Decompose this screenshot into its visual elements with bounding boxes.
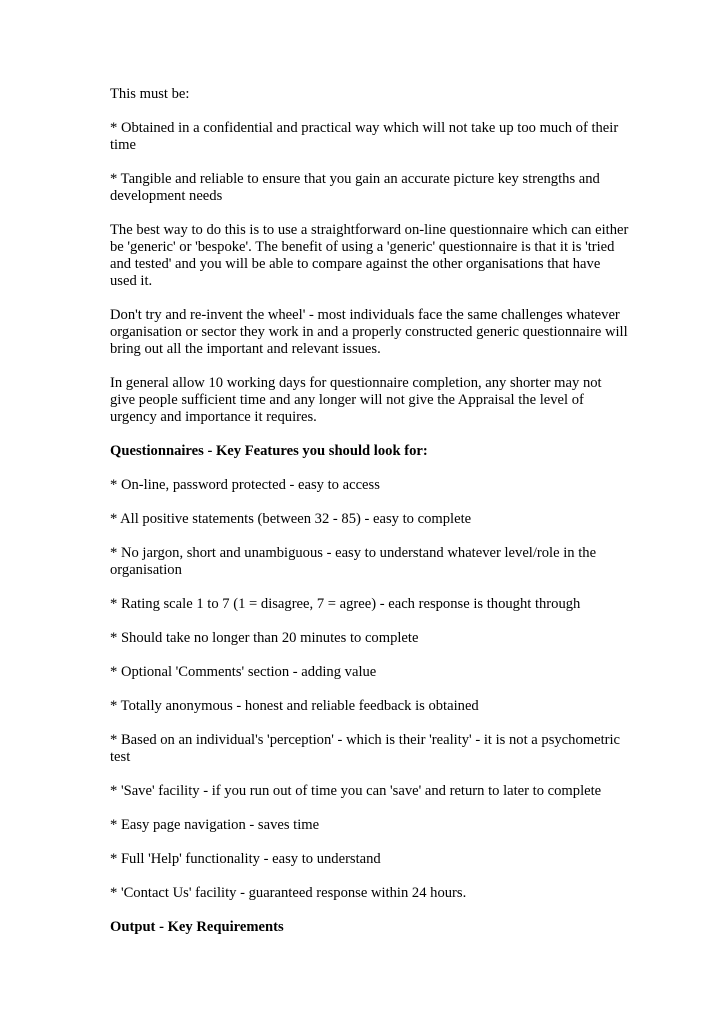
body-paragraph: * Based on an individual's 'perception' - which is their 'reality' - it is not a psychometric test [110, 732, 621, 765]
body-paragraph: * Full 'Help' functionality - easy to understand [110, 851, 381, 867]
body-paragraph: * 'Save' facility - if you run out of time you can 'save' and return to later to complete [110, 783, 602, 799]
body-paragraph: This must be: [110, 86, 190, 102]
body-paragraph: * Optional 'Comments' section - adding value [110, 664, 377, 680]
document-page [110, 86, 630, 953]
body-paragraph: * Should take no longer than 20 minutes to complete [110, 630, 419, 646]
section-heading: Output - Key Requirements [110, 919, 284, 935]
body-paragraph: * On-line, password protected - easy to access [110, 477, 380, 493]
body-paragraph: * Easy page navigation - saves time [110, 817, 320, 833]
body-paragraph: The best way to do this is to use a straightforward on-line questionnaire which can either be 'generic' or 'bespoke'. The benefit of using a 'generic' questionnaire is that it is 'tried and tested' and you will be able to compare against the other organisations that have used it. [110, 222, 629, 289]
body-paragraph: * Rating scale 1 to 7 (1 = disagree, 7 = agree) - each response is thought through [110, 596, 581, 612]
body-paragraph: * 'Contact Us' facility - guaranteed response within 24 hours. [110, 885, 467, 901]
body-paragraph: * Obtained in a confidential and practical way which will not take up too much of their time [110, 120, 619, 153]
body-paragraph: * Totally anonymous - honest and reliable feedback is obtained [110, 698, 479, 714]
body-paragraph: * No jargon, short and unambiguous - easy to understand whatever level/role in the organisation [110, 545, 597, 578]
body-paragraph: In general allow 10 working days for questionnaire completion, any shorter may not give people sufficient time and any longer will not give the Appraisal the level of urgency and importance it requires. [110, 375, 602, 425]
section-heading: Questionnaires - Key Features you should look for: [110, 443, 428, 459]
body-paragraph: * Tangible and reliable to ensure that you gain an accurate picture key strengths and development needs [110, 171, 600, 204]
body-paragraph: Don't try and re-invent the wheel' - most individuals face the same challenges whatever organisation or sector they work in and a properly constructed generic questionnaire will bring out all the important and relevant issues. [110, 307, 628, 357]
body-paragraph: * All positive statements (between 32 - 85) - easy to complete [110, 511, 472, 527]
